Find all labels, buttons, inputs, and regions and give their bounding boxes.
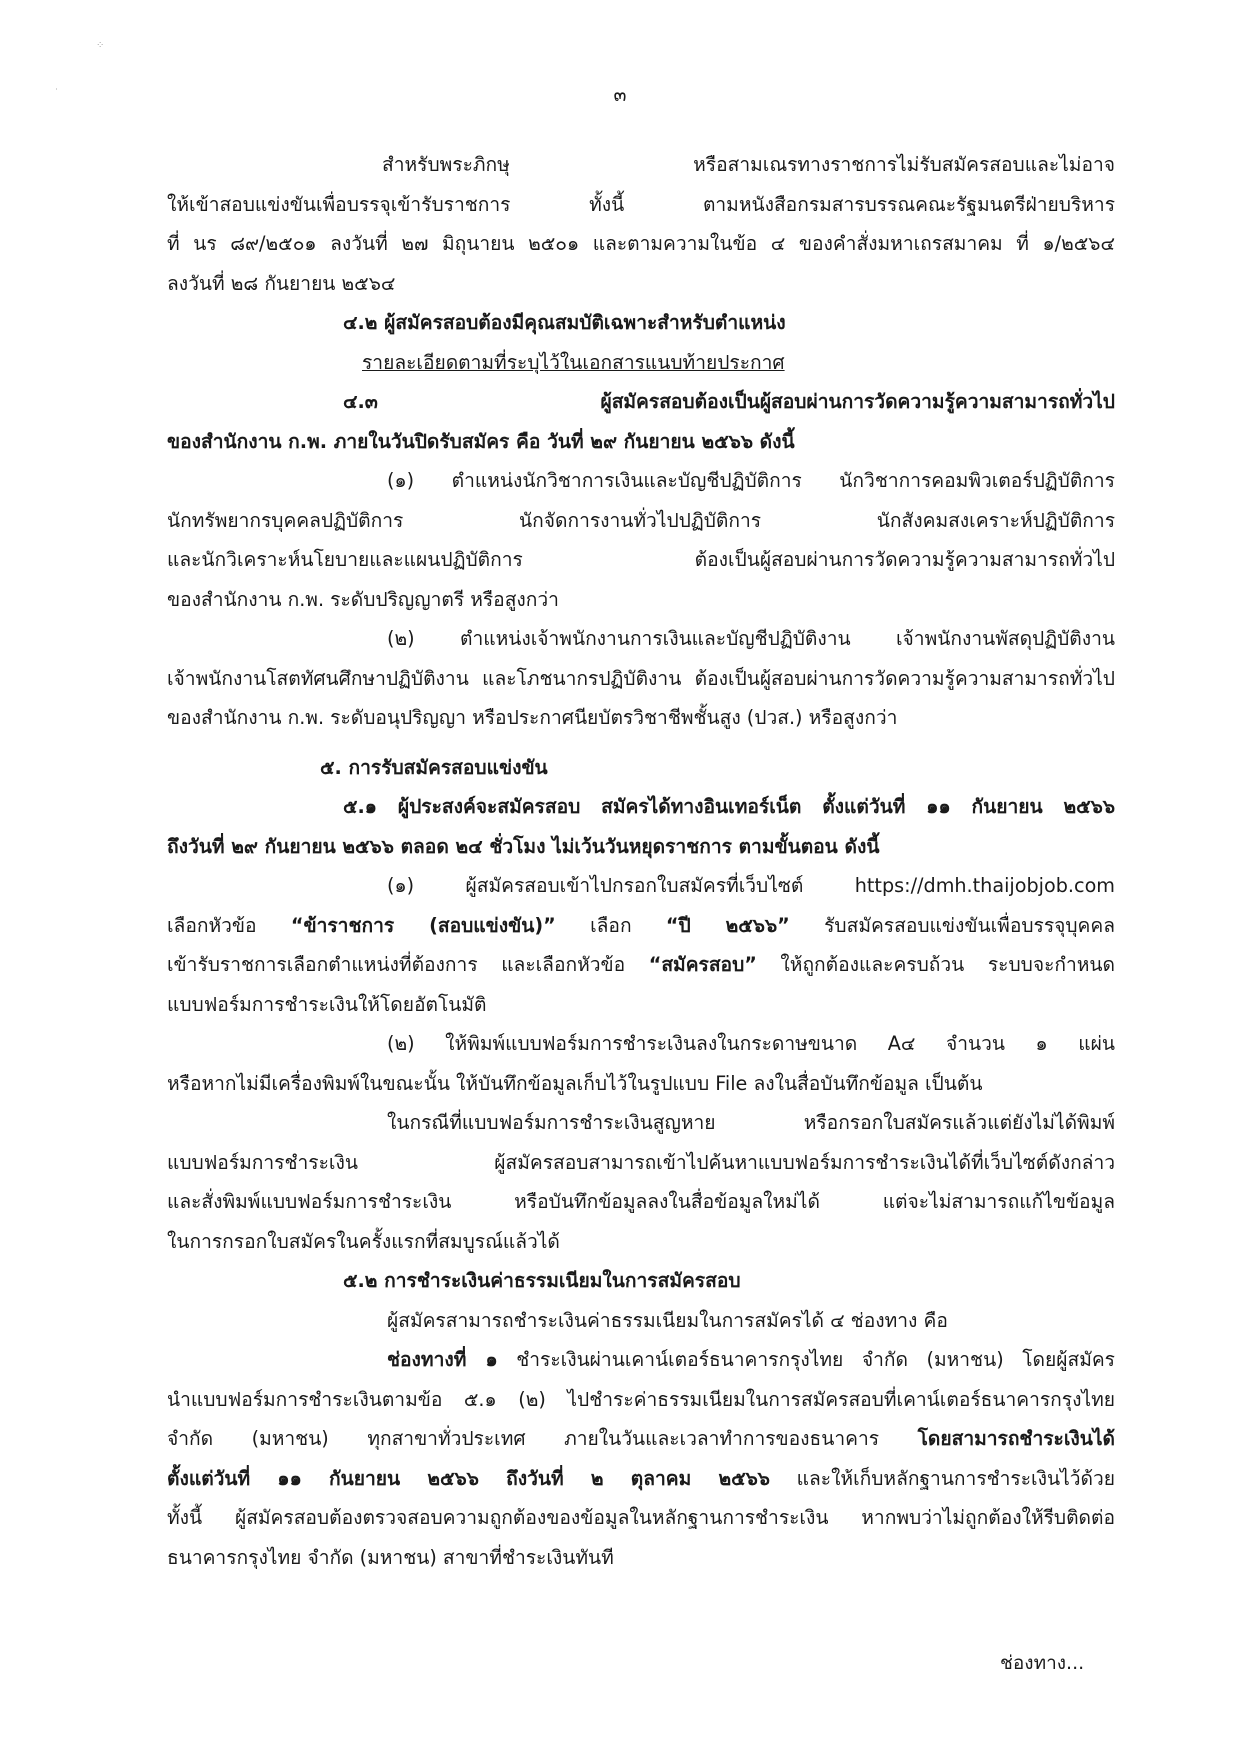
paragraph-line: ผู้สมัครสามารถชำระเงินค่าธรรมเนียมในการสมัครได้ ๔ ช่องทาง คือ [387,1308,948,1332]
bold-text: ช่องทางที่ ๑ [387,1348,498,1371]
page-number: ๓ [613,84,627,106]
paragraph-line: และสั่งพิมพ์แบบฟอร์มการชำระเงิน หรือบันทึกข้อมูลลงในสื่อข้อมูลใหม่ได้ แต่จะไม่สามารถแก้ไขข้อมูล [167,1190,1115,1213]
text-run: เข้ารับราชการเลือกตำแหน่งที่ต้องการ และเลือกหัวข้อ [167,953,649,976]
section-heading-4-3: ๔.๓ ผู้สมัครสอบต้องเป็นผู้สอบผ่านการวัดความรู้ความสามารถทั่วไป [343,390,1115,413]
bold-text: “สมัครสอบ” [648,953,757,976]
paragraph-line [167,1459,1115,1499]
scan-speck: ⁘ [96,40,105,51]
paragraph-line: ธนาคารกรุงไทย จำกัด (มหาชน) สาขาที่ชำระเงินทันที [167,1545,614,1569]
paragraph-line: ในการกรอกใบสมัครในครั้งแรกที่สมบูรณ์แล้วได้ [167,1229,560,1253]
paragraph-line [167,945,1115,985]
paragraph-line [167,906,1115,946]
section-detail-underlined: รายละเอียดตามที่ระบุไว้ในเอกสารแนบท้ายประกาศ [362,350,785,374]
paragraph-line: ของสำนักงาน ก.พ. ระดับปริญญาตรี หรือสูงกว่า [167,587,559,611]
paragraph-line: นักทรัพยากรบุคคลปฏิบัติการ นักจัดการงานทั่วไปปฏิบัติการ นักสังคมสงเคราะห์ปฏิบัติการ [167,508,1115,532]
paragraph-line: ทั้งนี้ ผู้สมัครสอบต้องตรวจสอบความถูกต้องของข้อมูลในหลักฐานการชำระเงิน หากพบว่าไม่ถูกต้องให้รีบติดต่อ [167,1506,1115,1529]
paragraph-line: ถึงวันที่ ๒๙ กันยายน ๒๕๖๖ ตลอด ๒๔ ชั่วโมง ไม่เว้นวันหยุดราชการ ตามขั้นตอน ดังนี้ [167,834,880,858]
paragraph-line: ในกรณีที่แบบฟอร์มการชำระเงินสูญหาย หรือกรอกใบสมัครแล้วแต่ยังไม่ได้พิมพ์ [387,1111,1115,1134]
paragraph-line: เจ้าพนักงานโสตทัศนศึกษาปฏิบัติงาน และโภชนากรปฏิบัติงาน ต้องเป็นผู้สอบผ่านการวัดความรู้ความสามารถทั่วไป [167,666,1115,690]
section-heading-5-1: ๕.๑ ผู้ประสงค์จะสมัครสอบ สมัครได้ทางอินเทอร์เน็ต ตั้งแต่วันที่ ๑๑ กันยายน ๒๕๖๖ [343,795,1115,818]
bold-text: “ข้าราชการ (สอบแข่งขัน)” [290,913,556,937]
paragraph-line: นำแบบฟอร์มการชำระเงินตามข้อ ๕.๑ (๒) ไปชำระค่าธรรมเนียมในการสมัครสอบที่เคาน์เตอร์ธนาคารกรุงไทย [167,1387,1115,1411]
text-run: เลือก [555,913,666,937]
section-heading-5-2: ๕.๒ การชำระเงินค่าธรรมเนียมในการสมัครสอบ [343,1269,741,1292]
list-item-line: (๑) ผู้สมัครสอบเข้าไปกรอกใบสมัครที่เว็บไซต์ https://dmh.thaijobjob.com [387,874,1115,897]
paragraph-line: และนักวิเคราะห์นโยบายและแผนปฏิบัติการ ต้องเป็นผู้สอบผ่านการวัดความรู้ความสามารถทั่วไป [167,548,1115,571]
text-run: และให้เก็บหลักฐานการชำระเงินไว้ด้วย [769,1466,1115,1490]
text-run: รับสมัครสอบแข่งขันเพื่อบรรจุบุคคล [789,913,1115,937]
scan-speck: ˙ [54,88,59,99]
paragraph-line: แบบฟอร์มการชำระเงินให้โดยอัตโนมัติ [167,992,487,1016]
text-run: ให้ถูกต้องและครบถ้วน ระบบจะกำหนด [756,953,1115,976]
text-run: ชำระเงินผ่านเคาน์เตอร์ธนาคารกรุงไทย จำกัด (มหาชน) โดยผู้สมัคร [497,1348,1115,1371]
list-item-line: (๑) ตำแหน่งนักวิชาการเงินและบัญชีปฏิบัติการ นักวิชาการคอมพิวเตอร์ปฏิบัติการ [387,469,1115,492]
paragraph-line [167,1340,1115,1380]
paragraph-line: สำหรับพระภิกษุ หรือสามเณรทางราชการไม่รับสมัครสอบและไม่อาจ [382,153,1115,176]
paragraph-line: หรือหากไม่มีเครื่องพิมพ์ในขณะนั้น ให้บันทึกข้อมูลเก็บไว้ในรูปแบบ File ลงในสื่อบันทึกข้อมูล เป็นต้น [167,1071,983,1095]
continuation-note: ช่องทาง... [1000,1652,1085,1674]
bold-text: ตั้งแต่วันที่ ๑๑ กันยายน ๒๕๖๖ ถึงวันที่ ๒ ตุลาคม ๒๕๖๖ [167,1466,770,1490]
paragraph-line: ของสำนักงาน ก.พ. ระดับอนุปริญญา หรือประกาศนียบัตรวิชาชีพชั้นสูง (ปวส.) หรือสูงกว่า [167,706,898,729]
text-run: เลือกหัวข้อ [167,913,291,937]
list-item-line: (๒) ให้พิมพ์แบบฟอร์มการชำระเงินลงในกระดาษขนาด A๔ จำนวน ๑ แผ่น [387,1032,1115,1055]
bold-text: โดยสามารถชำระเงินได้ [917,1427,1115,1450]
text-run: จำกัด (มหาชน) ทุกสาขาทั่วประเทศ ภายในวันและเวลาทำการของธนาคาร [167,1427,918,1450]
list-item-line: (๒) ตำแหน่งเจ้าพนักงานการเงินและบัญชีปฏิบัติงาน เจ้าพนักงานพัสดุปฏิบัติงาน [387,627,1115,650]
paragraph-line: ให้เข้าสอบแข่งขันเพื่อบรรจุเข้ารับราชการ ทั้งนี้ ตามหนังสือกรมสารบรรณคณะรัฐมนตรีฝ่ายบริหาร [167,192,1115,216]
section-heading-5: ๕. การรับสมัครสอบแข่งขัน [320,755,548,779]
paragraph-line [167,1419,1115,1459]
document-body [167,145,1115,1577]
section-heading-4-2: ๔.๒ ผู้สมัครสอบต้องมีคุณสมบัติเฉพาะสำหรับตำแหน่ง [343,311,786,334]
paragraph-line: ที่ นร ๘๙/๒๕๐๑ ลงวันที่ ๒๗ มิถุนายน ๒๕๐๑ และตามความในข้อ ๔ ของคำสั่งมหาเถรสมาคม ที่ ๑/๒๕๖๔ [167,232,1115,255]
paragraph-line: แบบฟอร์มการชำระเงิน ผู้สมัครสอบสามารถเข้าไปค้นหาแบบฟอร์มการชำระเงินได้ที่เว็บไซต์ดังกล่าว [167,1150,1115,1174]
paragraph-line: ของสำนักงาน ก.พ. ภายในวันปิดรับสมัคร คือ วันที่ ๒๙ กันยายน ๒๕๖๖ ดังนี้ [167,429,795,453]
bold-text: “ปี ๒๕๖๖” [665,913,790,937]
section-detail-line [167,343,1115,383]
paragraph-line: ลงวันที่ ๒๘ กันยายน ๒๕๖๔ [167,271,396,295]
